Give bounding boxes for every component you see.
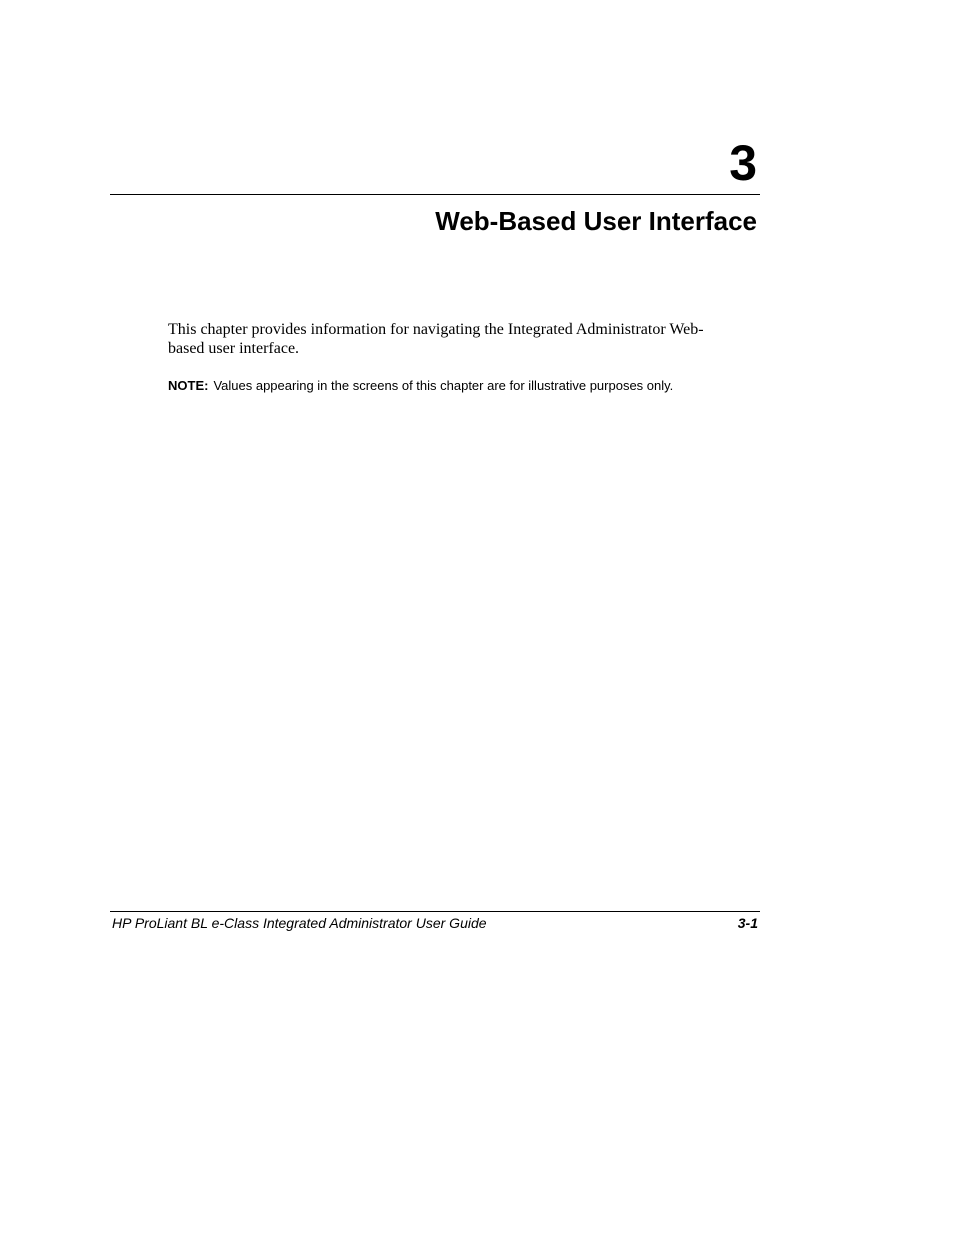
footer-page-number: 3-1 <box>737 915 758 931</box>
note-label: NOTE: <box>168 378 209 393</box>
note-text: Values appearing in the screens of this chapter are for illustrative purposes only. <box>213 378 674 393</box>
chapter-number: 3 <box>729 135 757 191</box>
chapter-title: Web-Based User Interface <box>435 206 757 236</box>
footer-book-title: HP ProLiant BL e-Class Integrated Administrator User Guide <box>112 915 487 931</box>
intro-paragraph: This chapter provides information for navigating the Integrated Administrator Web-based user interface. <box>168 321 704 357</box>
chapter-header-rule <box>110 194 760 195</box>
footer-rule <box>110 911 760 912</box>
note <box>168 378 768 394</box>
